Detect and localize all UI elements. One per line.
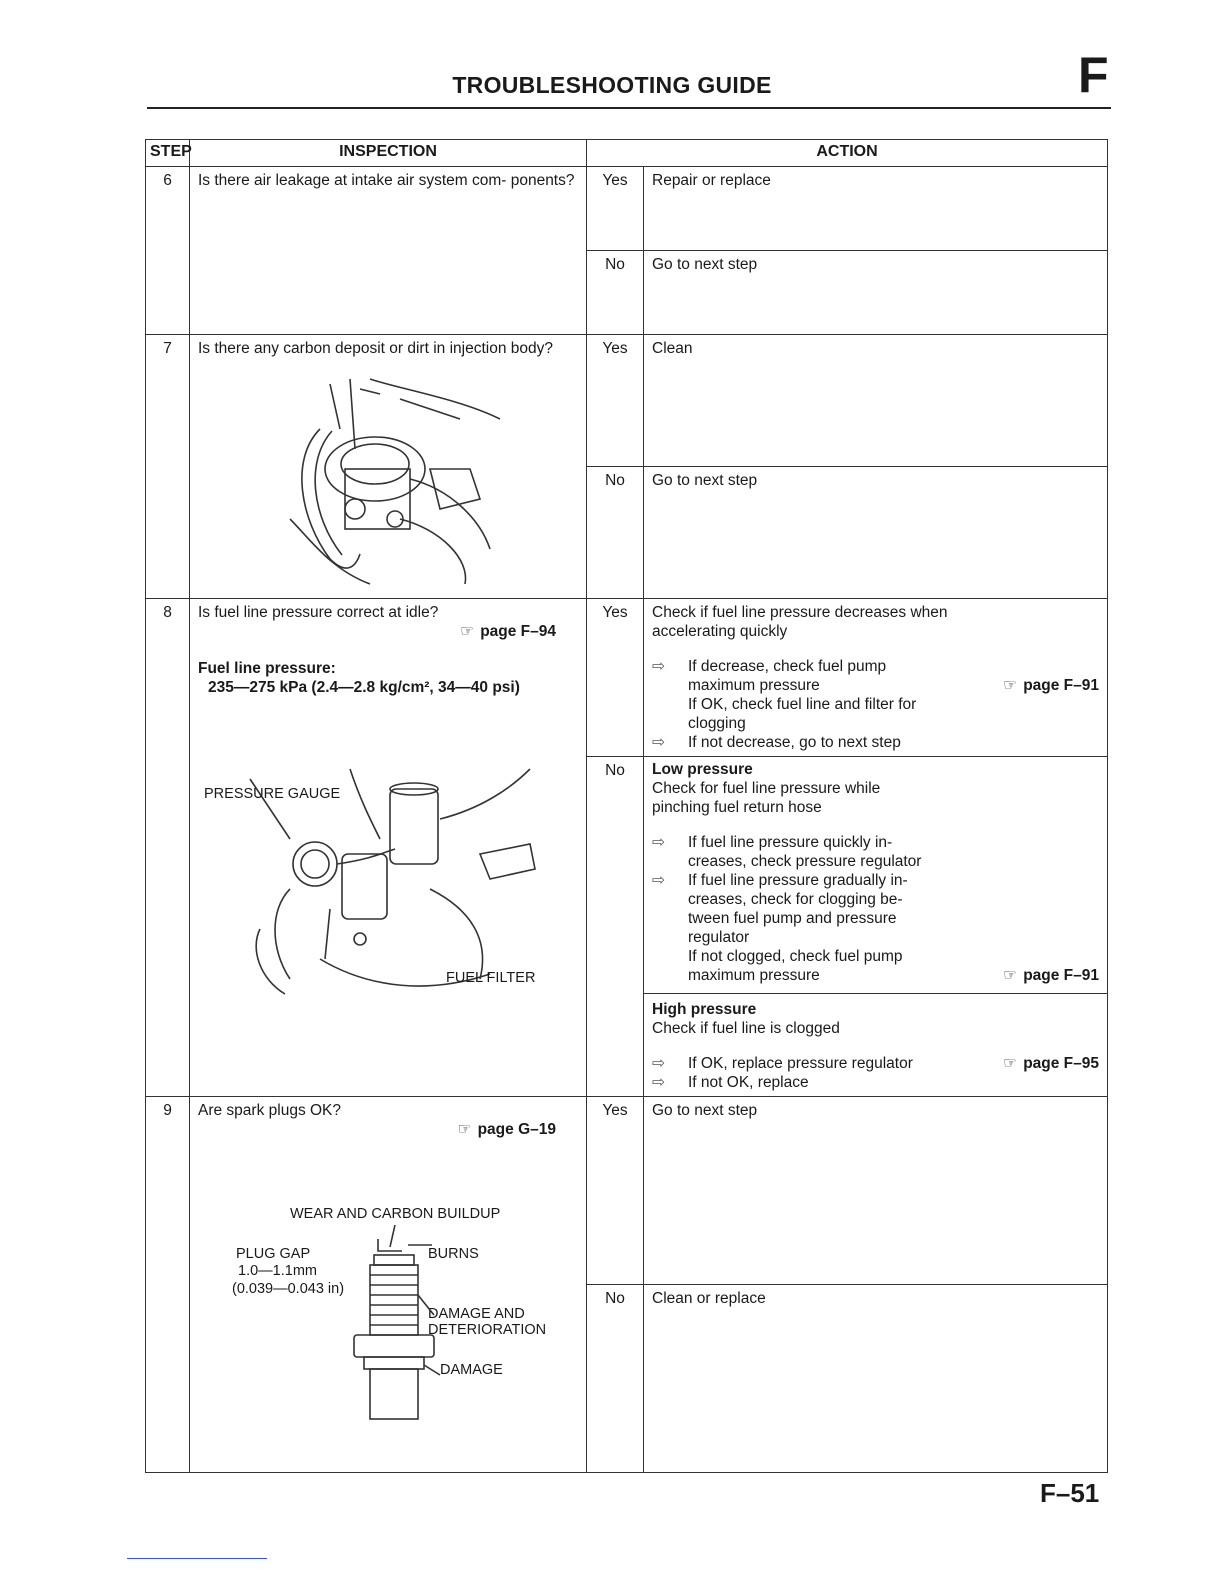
bullet-ref-line	[652, 676, 1099, 695]
bullet-text: If OK, check fuel line and filter for clogging	[688, 696, 917, 732]
column-header-inspection: INSPECTION	[190, 140, 587, 167]
arrow-icon: ⇨	[652, 734, 665, 751]
page-title: TROUBLESHOOTING GUIDE	[452, 72, 772, 98]
no-action: Clean or replace	[644, 1285, 1108, 1473]
arrow-icon: ⇨	[652, 872, 665, 889]
bullet-text: If fuel line pressure gradually in- creases, check for clogging be- tween fuel pump and pressure regulator	[688, 872, 908, 946]
bullet-text: If decrease, check fuel pump	[688, 658, 887, 675]
no-action: Go to next step	[644, 251, 1108, 335]
page-ref-text: page F–95	[1023, 1055, 1100, 1072]
action-bullet	[652, 1073, 1099, 1092]
inspection-page-ref	[198, 1120, 578, 1139]
high-pressure-section	[644, 993, 1107, 1092]
page-ref-text: page F–91	[1023, 967, 1100, 984]
step-inspection: Is fuel line pressure correct at idle?	[198, 604, 439, 621]
step-inspection-cell	[190, 599, 587, 1097]
hand-pointer-icon: ☞	[457, 1121, 472, 1138]
no-label: No	[587, 1285, 644, 1473]
damage-deterioration-label-1: DAMAGE AND	[428, 1306, 525, 1322]
bullet-text: If OK, replace pressure regulator	[688, 1055, 913, 1072]
table-row	[146, 599, 1108, 757]
arrow-icon: ⇨	[652, 834, 665, 851]
page-ref	[1003, 966, 1099, 985]
step-number: 8	[146, 599, 190, 1097]
action-bullet	[652, 1054, 1099, 1073]
step-inspection: Are spark plugs OK?	[198, 1102, 342, 1119]
bullet-text: If not OK, replace	[688, 1074, 809, 1091]
arrow-icon: ⇨	[652, 1055, 665, 1072]
table-header-row	[146, 140, 1108, 167]
footer-divider	[127, 1558, 267, 1559]
no-label: No	[587, 757, 644, 1097]
yes-action: Check if fuel line pressure decreases when accelerating quickly	[652, 604, 948, 640]
bullet-ref-line	[652, 966, 1099, 985]
step-number: 6	[146, 167, 190, 335]
burns-label: BURNS	[428, 1246, 479, 1262]
hand-pointer-icon: ☞	[460, 623, 475, 640]
arrow-icon: ⇨	[652, 658, 665, 675]
bullet-text: If not decrease, go to next step	[688, 734, 901, 751]
action-bullet	[652, 733, 1099, 752]
yes-label: Yes	[587, 1097, 644, 1285]
hand-pointer-icon: ☞	[1003, 677, 1018, 694]
step-inspection: Is there air leakage at intake air system com- ponents?	[190, 167, 587, 335]
yes-action: Clean	[644, 335, 1108, 467]
step-number: 9	[146, 1097, 190, 1473]
hand-pointer-icon: ☞	[1003, 1055, 1018, 1072]
plug-gap-label: PLUG GAP	[236, 1246, 311, 1262]
bullet-text: maximum pressure	[688, 967, 820, 984]
yes-label: Yes	[587, 599, 644, 757]
no-action-cell	[644, 757, 1108, 1097]
no-label: No	[587, 467, 644, 599]
page-ref-text: page G–19	[477, 1121, 556, 1138]
action-bullet	[652, 871, 944, 947]
plug-gap-mm: 1.0—1.1mm	[238, 1263, 317, 1279]
inspection-page-ref	[198, 622, 578, 641]
high-pressure-title: High pressure	[652, 1001, 757, 1018]
yes-label: Yes	[587, 167, 644, 251]
header-divider	[147, 107, 1111, 109]
page-ref	[1003, 1054, 1099, 1073]
spec-title: Fuel line pressure:	[198, 660, 336, 677]
no-label: No	[587, 251, 644, 335]
page-ref-text: page F–91	[1023, 677, 1100, 694]
yes-action: Repair or replace	[644, 167, 1108, 251]
bullet-text: maximum pressure	[688, 677, 820, 694]
damage-deterioration-label-2: DETERIORATION	[428, 1322, 547, 1338]
page-ref	[1003, 676, 1099, 695]
fuel-filter-label: FUEL FILTER	[446, 970, 536, 986]
table-row	[146, 1097, 1108, 1285]
action-bullet	[652, 657, 1099, 676]
step-inspection-cell	[190, 335, 587, 599]
table-row	[146, 335, 1108, 467]
high-pressure-text: Check if fuel line is clogged	[652, 1020, 840, 1037]
arrow-icon: ⇨	[652, 1074, 665, 1091]
column-header-step: STEP	[146, 140, 190, 167]
column-header-action: ACTION	[587, 140, 1108, 167]
low-pressure-text: Check for fuel line pressure while pinching fuel return hose	[652, 780, 881, 816]
step-number: 7	[146, 335, 190, 599]
step-inspection-cell	[190, 1097, 587, 1473]
yes-label: Yes	[587, 335, 644, 467]
step-inspection: Is there any carbon deposit or dirt in injection body?	[198, 340, 553, 357]
low-pressure-title: Low pressure	[652, 761, 753, 778]
yes-action: Go to next step	[644, 1097, 1108, 1285]
yes-action-cell	[644, 599, 1108, 757]
damage-label: DAMAGE	[440, 1362, 503, 1378]
page-number: F–51	[1040, 1478, 1100, 1508]
action-bullet	[652, 833, 952, 871]
hand-pointer-icon: ☞	[1003, 967, 1018, 984]
section-letter: F	[1078, 47, 1109, 103]
bullet-text: If not clogged, check fuel pump	[688, 948, 903, 965]
figure-title: WEAR AND CARBON BUILDUP	[290, 1206, 501, 1222]
page-ref-text: page F–94	[480, 623, 556, 640]
troubleshooting-table	[145, 139, 1108, 1473]
spec-value: 235—275 kPa (2.4—2.8 kg/cm², 34—40 psi)	[208, 679, 520, 696]
spark-plug-figure	[340, 1225, 450, 1425]
injection-body-figure	[250, 369, 550, 589]
bullet-text: If fuel line pressure quickly in- creases, check pressure regulator	[688, 834, 922, 870]
pressure-gauge-label: PRESSURE GAUGE	[204, 786, 341, 802]
plug-gap-in: (0.039—0.043 in)	[232, 1281, 345, 1297]
no-action: Go to next step	[644, 467, 1108, 599]
table-row	[146, 167, 1108, 251]
